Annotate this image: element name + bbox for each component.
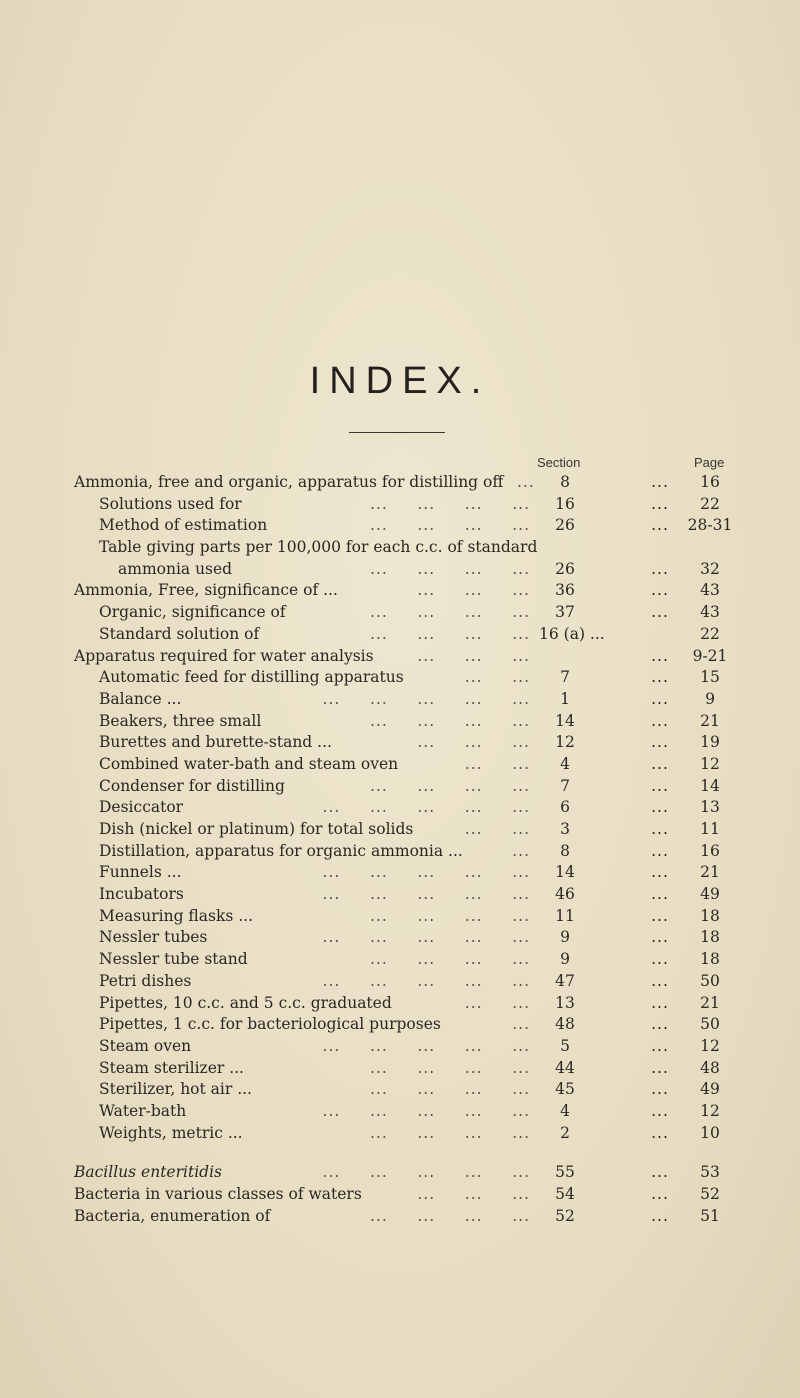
entry-leader-dots: ... ... ... ... ... [322, 798, 530, 817]
entry-separator-dots: ... [651, 473, 669, 491]
entry-separator-dots: ... [651, 1036, 669, 1055]
entry-page-number: 14 [700, 776, 720, 795]
entry-page-number: 43 [700, 581, 720, 600]
entry-leader-dots: ... ... ... ... [369, 906, 530, 925]
entry-separator-dots: ... [651, 494, 669, 513]
entry-page-number: 52 [700, 1185, 720, 1203]
entry-separator-dots: ... [651, 733, 669, 752]
entry-leader-dots: ... ... ... [417, 1185, 530, 1203]
entry-page-number: 28-31 [687, 516, 733, 535]
entry-leader-dots: ... ... ... [417, 733, 530, 752]
entry-separator-dots: ... [651, 581, 669, 600]
entry-page-number: 51 [700, 1206, 720, 1225]
entry-leader-dots: ... ... ... [417, 646, 530, 665]
entry-page-number: 49 [700, 1080, 720, 1099]
entry-leader-dots: ... ... ... ... [369, 1206, 530, 1225]
entry-leader-dots: ... ... ... ... [369, 603, 530, 622]
entry-section-number: 4 [560, 1101, 570, 1120]
entry-text: Steam oven [99, 1036, 192, 1055]
entry-text: Combined water-bath and steam oven [99, 754, 399, 773]
entry-text: Pipettes, 1 c.c. for bacteriological purposes [99, 1015, 441, 1034]
entry-text: Nessler tube stand [99, 950, 248, 969]
entry-page-number: 50 [700, 971, 720, 990]
entry-separator-dots: ... [651, 993, 669, 1012]
entry-leader-dots: ... ... ... ... ... [322, 689, 530, 708]
entry-section-number: 52 [555, 1206, 575, 1225]
entry-leader-dots: ... ... [464, 668, 530, 687]
index-title: INDEX. [309, 360, 491, 402]
index-entry [0, 862, 800, 884]
entry-leader-dots: ... [512, 841, 530, 860]
index-entry [0, 472, 800, 494]
entry-section-number: 16 (a) ... [539, 624, 605, 643]
entry-section-number: 2 [560, 1123, 570, 1142]
entry-text: Method of estimation [99, 516, 268, 535]
entry-page-number: 53 [700, 1163, 720, 1182]
entry-text: Beakers, three small [99, 711, 262, 730]
entry-leader-dots: ... ... ... ... ... [322, 885, 530, 904]
entry-page-number: 32 [700, 559, 720, 578]
entry-separator-dots: ... [651, 646, 669, 665]
entry-text: Sterilizer, hot air ... [99, 1080, 252, 1099]
entry-page-number: 43 [700, 603, 720, 622]
entry-separator-dots: ... [651, 1015, 669, 1034]
entry-text: Dish (nickel or platinum) for total solids [99, 820, 414, 838]
entry-separator-dots: ... [651, 1206, 669, 1225]
index-entry [0, 537, 800, 559]
entry-section-number: 1 [560, 689, 570, 708]
entry-section-number: 36 [555, 581, 575, 600]
index-entry [0, 1058, 800, 1080]
index-entry [0, 1123, 800, 1145]
entry-leader-dots: ... [517, 473, 535, 491]
entry-section-number: 9 [560, 928, 570, 947]
entry-page-number: 19 [700, 733, 720, 752]
entry-page-number: 49 [700, 885, 720, 904]
index-entry [0, 1014, 800, 1036]
entry-separator-dots: ... [651, 928, 669, 947]
index-entry [0, 1101, 800, 1123]
entry-separator-dots: ... [651, 906, 669, 925]
entry-section-number: 7 [560, 776, 570, 795]
entry-page-number: 12 [700, 1101, 720, 1120]
entry-leader-dots: ... ... ... ... ... [322, 971, 530, 990]
entry-separator-dots: ... [651, 603, 669, 622]
entry-separator-dots: ... [651, 1163, 669, 1182]
entry-separator-dots: ... [651, 798, 669, 817]
index-entry [0, 689, 800, 711]
entry-section-number: 13 [555, 993, 575, 1012]
index-entries [0, 472, 800, 1227]
index-entry [0, 993, 800, 1015]
index-entry [0, 797, 800, 819]
index-entry [0, 711, 800, 733]
index-entry [0, 1036, 800, 1058]
entry-text: Measuring flasks ... [99, 906, 254, 925]
page-column-header: Page [694, 455, 725, 470]
index-entry [0, 559, 800, 581]
index-entry [0, 624, 800, 646]
index-entry [0, 602, 800, 624]
entry-page-number: 50 [700, 1015, 720, 1034]
entry-separator-dots: ... [651, 689, 669, 708]
entry-section-number: 26 [555, 559, 575, 578]
entry-text: Automatic feed for distilling apparatus [99, 668, 404, 687]
entry-separator-dots: ... [651, 885, 669, 904]
entry-text: Ammonia, Free, significance of ... [74, 581, 338, 600]
entry-section-number: 7 [560, 668, 570, 687]
entry-page-number: 16 [700, 841, 720, 860]
entry-section-number: 55 [555, 1163, 575, 1182]
index-entry [0, 1206, 800, 1228]
entry-separator-dots: ... [651, 1058, 669, 1077]
entry-text: Steam sterilizer ... [99, 1058, 244, 1077]
entry-separator-dots: ... [651, 559, 669, 578]
entry-text: Desiccator [99, 798, 184, 817]
entry-page-number: 18 [700, 906, 720, 925]
index-entry [0, 1162, 800, 1184]
entry-page-number: 15 [700, 668, 720, 687]
entry-leader-dots: ... ... ... ... ... [322, 1163, 530, 1182]
index-entry [0, 971, 800, 993]
entry-leader-dots: ... ... ... ... [369, 516, 530, 535]
entry-section-number: 37 [555, 603, 575, 622]
entry-page-number: 18 [700, 928, 720, 947]
entry-text: Pipettes, 10 c.c. and 5 c.c. graduated [99, 993, 392, 1012]
entry-section-number: 48 [555, 1015, 575, 1034]
entry-text: Petri dishes [99, 971, 192, 990]
index-entry [0, 927, 800, 949]
index-entry [0, 667, 800, 689]
index-entry [0, 949, 800, 971]
entry-leader-dots: ... ... ... [417, 581, 530, 600]
entry-page-number: 9-21 [692, 646, 728, 665]
entry-separator-dots: ... [651, 668, 669, 687]
entry-text: Balance ... [99, 689, 182, 708]
entry-text: Distillation, apparatus for organic ammonia ... [99, 841, 463, 860]
index-entry [0, 884, 800, 906]
entry-leader-dots: ... ... [464, 754, 530, 773]
index-entry [0, 906, 800, 928]
entry-text: Incubators [99, 885, 184, 904]
entry-page-number: 48 [700, 1058, 720, 1077]
entry-page-number: 21 [700, 863, 720, 882]
entry-section-number: 47 [555, 971, 575, 990]
entry-leader-dots: ... ... ... ... ... [322, 1036, 530, 1055]
entry-section-number: 12 [555, 733, 575, 752]
entry-separator-dots: ... [651, 711, 669, 730]
entry-section-number: 14 [555, 863, 575, 882]
entry-leader-dots: ... [512, 1015, 530, 1034]
entry-page-number: 22 [700, 494, 720, 513]
entry-page-number: 16 [700, 473, 720, 491]
entry-separator-dots: ... [651, 863, 669, 882]
entry-section-number: 3 [560, 820, 570, 838]
entry-page-number: 12 [700, 1036, 720, 1055]
title-rule [349, 432, 445, 433]
index-entry [0, 646, 800, 668]
entry-section-number: 8 [560, 841, 570, 860]
entry-leader-dots: ... ... ... ... [369, 1058, 530, 1077]
entry-text: Apparatus required for water analysis [74, 646, 374, 665]
entry-section-number: 9 [560, 950, 570, 969]
entry-text: Bacteria in various classes of waters [74, 1185, 362, 1203]
index-entry [0, 1079, 800, 1101]
entry-leader-dots: ... ... ... ... [369, 776, 530, 795]
entry-section-number: 5 [560, 1036, 570, 1055]
entry-page-number: 18 [700, 950, 720, 969]
entry-section-number: 14 [555, 711, 575, 730]
entry-text: Organic, significance of [99, 603, 286, 622]
entry-section-number: 8 [560, 473, 570, 491]
entry-separator-dots: ... [651, 516, 669, 535]
entry-text: Burettes and burette-stand ... [99, 733, 332, 752]
entry-leader-dots: ... ... [464, 820, 530, 838]
index-entry [0, 1184, 800, 1206]
index-entry [0, 732, 800, 754]
entry-text: Ammonia, free and organic, apparatus for distilling off [74, 473, 504, 491]
entry-separator-dots: ... [651, 754, 669, 773]
index-entry [0, 494, 800, 516]
entry-separator-dots: ... [651, 1101, 669, 1120]
entry-text: Solutions used for [99, 494, 242, 513]
entry-section-number: 11 [555, 906, 575, 925]
section-column-header: Section [537, 455, 581, 470]
entry-page-number: 11 [700, 820, 720, 838]
entry-separator-dots: ... [651, 776, 669, 795]
entry-section-number: 46 [555, 885, 575, 904]
index-entry [0, 841, 800, 863]
entry-separator-dots: ... [651, 1123, 669, 1142]
entry-section-number: 16 [555, 494, 575, 513]
entry-section-number: 45 [555, 1080, 575, 1099]
entry-leader-dots: ... ... ... ... [369, 559, 530, 578]
index-entry [0, 754, 800, 776]
entry-section-number: 44 [555, 1058, 575, 1077]
entry-page-number: 21 [700, 711, 720, 730]
index-entry [0, 819, 800, 841]
index-entry [0, 776, 800, 798]
entry-text: Weights, metric ... [99, 1123, 243, 1142]
entry-text: Nessler tubes [99, 928, 208, 947]
entry-section-number: 26 [555, 516, 575, 535]
entry-leader-dots: ... ... ... ... [369, 624, 530, 643]
entry-leader-dots: ... ... ... ... ... [322, 863, 530, 882]
entry-leader-dots: ... ... ... ... [369, 1080, 530, 1099]
index-entry [0, 515, 800, 537]
entry-leader-dots: ... ... ... ... [369, 711, 530, 730]
entry-leader-dots: ... ... ... ... ... [322, 1101, 530, 1120]
entry-text: Water-bath [99, 1101, 187, 1120]
entry-page-number: 12 [700, 754, 720, 773]
entry-section-number: 4 [560, 754, 570, 773]
entry-leader-dots: ... ... ... ... [369, 1123, 530, 1142]
entry-page-number: 10 [700, 1123, 720, 1142]
entry-page-number: 9 [705, 689, 715, 708]
entry-leader-dots: ... ... ... ... ... [322, 928, 530, 947]
entry-leader-dots: ... ... ... ... [369, 950, 530, 969]
entry-text: Standard solution of [99, 624, 260, 643]
entry-separator-dots: ... [651, 820, 669, 838]
entry-text: ammonia used [118, 559, 233, 578]
entry-separator-dots: ... [651, 971, 669, 990]
entry-page-number: 21 [700, 993, 720, 1012]
entry-text: Bacillus enteritidis [74, 1163, 222, 1182]
entry-leader-dots: ... ... ... ... [369, 494, 530, 513]
entry-separator-dots: ... [651, 1185, 669, 1203]
entry-page-number: 13 [700, 798, 720, 817]
entry-leader-dots: ... ... [464, 993, 530, 1012]
entry-section-number: 54 [555, 1185, 575, 1203]
entry-text: Condenser for distilling [99, 776, 285, 795]
entry-separator-dots: ... [651, 1080, 669, 1099]
entry-text: Funnels ... [99, 863, 182, 882]
entry-text: Table giving parts per 100,000 for each c.c. of standard [99, 538, 538, 557]
entry-page-number: 22 [700, 624, 720, 643]
entry-separator-dots: ... [651, 841, 669, 860]
entry-section-number: 6 [560, 798, 570, 817]
entry-separator-dots: ... [651, 950, 669, 969]
entry-text: Bacteria, enumeration of [74, 1206, 271, 1225]
index-entry [0, 580, 800, 602]
